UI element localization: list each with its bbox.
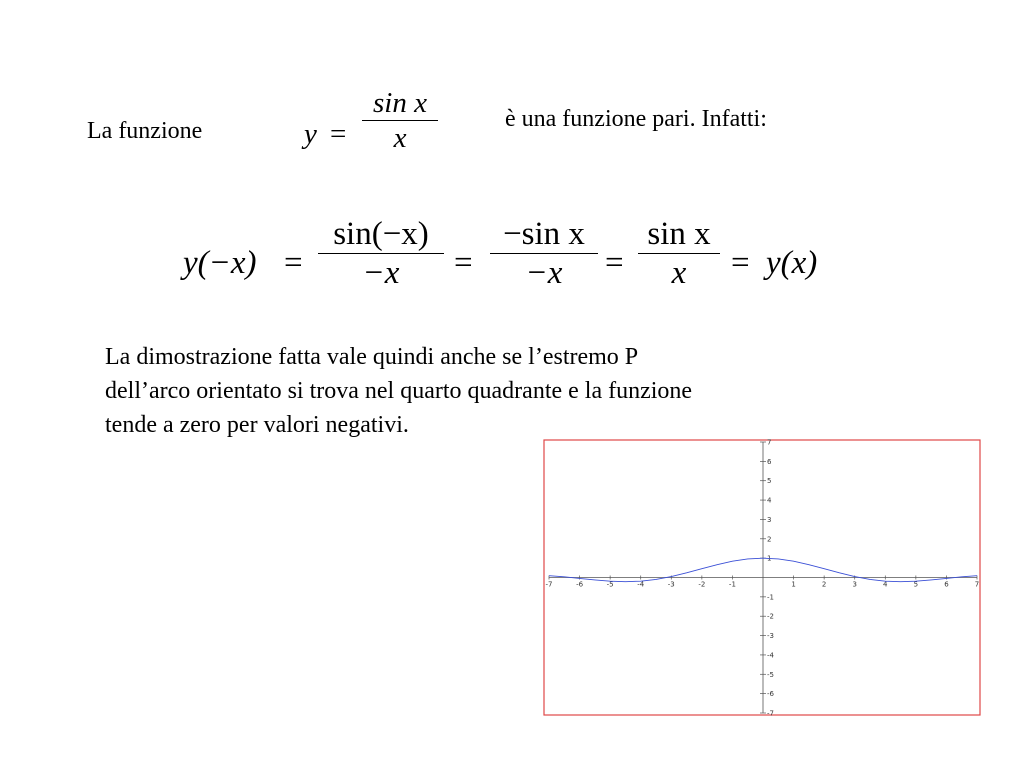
formula-lhs-y: y <box>304 118 317 150</box>
y-tick-label: 6 <box>767 457 772 466</box>
intro-suffix-text: è una funzione pari. Infatti: <box>505 106 767 132</box>
explanation-line-1: La dimostrazione fatta vale quindi anche se l’estremo P <box>105 344 639 370</box>
derivation-fraction-3-numerator: sin x <box>647 216 711 252</box>
explanation-line-2: dell’arco orientato si trova nel quarto quadrante e la funzione <box>105 378 693 404</box>
y-tick-label: 7 <box>767 439 772 447</box>
derivation-equals-1: = <box>284 245 303 281</box>
x-tick-label: 5 <box>913 580 919 589</box>
x-tick-label: 6 <box>944 580 949 589</box>
derivation-equals-2: = <box>454 245 473 281</box>
x-tick-label: 7 <box>974 580 980 589</box>
x-tick-label: -5 <box>606 580 614 589</box>
derivation-fraction-3 <box>638 215 720 292</box>
y-tick-label: -5 <box>767 670 774 679</box>
y-tick-label: 5 <box>767 477 772 486</box>
y-tick-label: -6 <box>767 690 774 699</box>
x-tick-label: 2 <box>821 580 827 589</box>
formula-numerator: sin x <box>373 87 427 119</box>
explanation-line-3: tende a zero per valori negativi. <box>105 412 409 438</box>
x-tick-label: -3 <box>667 580 675 589</box>
derivation-fraction-3-denominator: x <box>671 255 687 291</box>
x-tick-label: -1 <box>728 580 736 589</box>
y-tick-label: -2 <box>767 612 774 621</box>
y-tick-label: -7 <box>767 709 774 716</box>
explanation-paragraph <box>105 340 955 442</box>
formula-fraction <box>362 86 438 155</box>
x-tick-label: 1 <box>791 580 796 589</box>
x-tick-label: -7 <box>545 580 553 589</box>
derivation-fraction-1 <box>318 215 444 292</box>
x-tick-label: 3 <box>852 580 857 589</box>
x-tick-label: -2 <box>698 580 706 589</box>
derivation-rhs: y(x) <box>766 245 818 281</box>
derivation-equals-3: = <box>605 245 624 281</box>
derivation-fraction-2 <box>490 215 598 292</box>
plot-svg <box>543 439 981 716</box>
derivation-fraction-1-numerator: sin(−x) <box>333 216 429 252</box>
x-tick-label: -4 <box>637 580 645 589</box>
formula-equals: = <box>330 118 347 150</box>
x-tick-label: 4 <box>883 580 888 589</box>
derivation-fraction-2-denominator: −x <box>525 255 563 291</box>
intro-text: La funzione <box>87 118 203 144</box>
y-tick-label: 4 <box>767 496 772 505</box>
sinc-function-plot <box>543 439 981 716</box>
y-tick-label: -4 <box>767 651 774 660</box>
formula-denominator: x <box>393 122 407 154</box>
derivation-equals-4: = <box>731 245 750 281</box>
y-tick-label: 1 <box>767 554 772 563</box>
derivation-lhs: y(−x) <box>183 245 257 281</box>
y-tick-label: 2 <box>767 535 772 544</box>
x-tick-label: -6 <box>576 580 584 589</box>
derivation-fraction-1-denominator: −x <box>362 255 400 291</box>
y-tick-label: -1 <box>767 593 774 602</box>
derivation-fraction-2-numerator: −sin x <box>503 216 585 252</box>
y-tick-label: -3 <box>767 632 774 641</box>
y-tick-label: 3 <box>767 515 772 524</box>
